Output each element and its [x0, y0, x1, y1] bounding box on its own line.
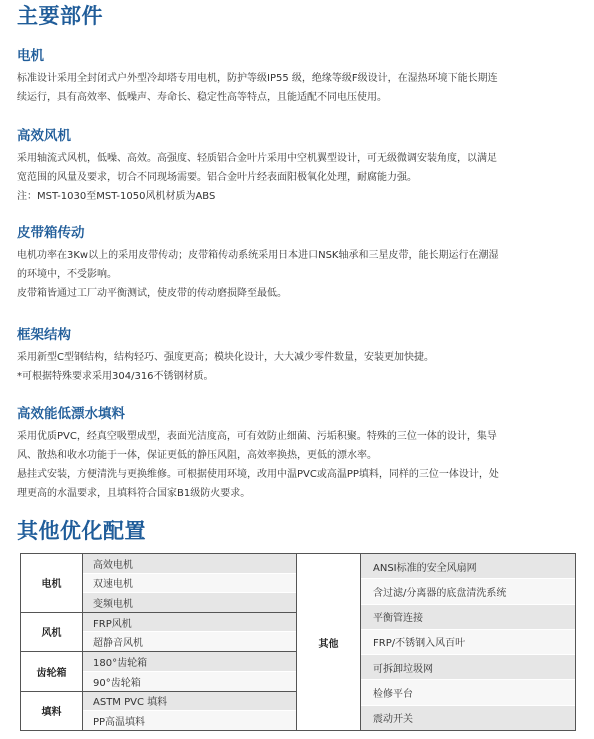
- section-line: 采用新型C型钢结构，结构轻巧、强度更高；模块化设计，大大减少零件数量，安装更加快捷。: [17, 352, 434, 363]
- option-group-label: 齿轮箱: [21, 652, 83, 690]
- section-line: 采用轴流式风机，低噪、高效。高强度、轻质铝合金叶片采用中空机翼型设计，可无级微调安装角度，以满足: [17, 153, 497, 164]
- section-line: 标准设计采用全封闭式户外型冷却塔专用电机，防护等级IP55 级，绝缘等级F级设计，在湿热环境下能长期连: [17, 73, 498, 84]
- option-item: FRP风机: [83, 613, 296, 633]
- section-title: 高效能低漂水填料: [17, 406, 125, 422]
- option-item: 高效电机: [83, 554, 296, 574]
- option-item: FRP/不锈钢入风百叶: [361, 630, 575, 655]
- section-body: [17, 246, 579, 303]
- section-title: 电机: [17, 48, 44, 64]
- section-title: 框架结构: [17, 327, 71, 343]
- option-group-items: [83, 554, 296, 612]
- option-item: 平衡管连接: [361, 605, 575, 630]
- section-line: *可根据特殊要求采用304/316不锈钢材质。: [17, 371, 214, 382]
- section-body: [17, 69, 579, 107]
- section-line: 理更高的水温要求，且填料符合国家B1级防火要求。: [17, 488, 251, 499]
- section-frame: [17, 323, 579, 386]
- option-group-label: 其他: [297, 554, 361, 730]
- section-line: 的环境中，不受影响。: [17, 269, 117, 280]
- option-item: PP高温填料: [83, 711, 296, 730]
- options-title: 其他优化配置: [17, 519, 146, 543]
- option-item: 震动开关: [361, 706, 575, 730]
- section-body: [17, 149, 579, 206]
- section-line: 宽范围的风量及要求，切合不同现场需要。铝合金叶片经表面阳极氧化处理，耐腐能力强。: [17, 172, 417, 183]
- option-item: ANSI标准的安全风扇网: [361, 554, 575, 579]
- option-item: 双速电机: [83, 574, 296, 594]
- option-item: 变频电机: [83, 593, 296, 612]
- options-table: [20, 553, 576, 731]
- section-fill: [17, 402, 579, 503]
- option-group-items: [83, 613, 296, 651]
- option-item: ASTM PVC 填料: [83, 692, 296, 712]
- section-title: 皮带箱传动: [17, 225, 85, 241]
- section-line: 续运行，具有高效率、低噪声、寿命长、稳定性高等特点，且能适配不同电压使用。: [17, 92, 387, 103]
- option-group-items: [83, 692, 296, 730]
- section-line: 采用优质PVC，经真空吸塑成型，表面光洁度高，可有效防止细菌、污垢积聚。特殊的三位一体的设计，集导: [17, 431, 497, 442]
- section-motor: [17, 44, 579, 107]
- option-group-items: [83, 652, 296, 690]
- option-item: 可拆卸垃圾网: [361, 655, 575, 680]
- section-line: 皮带箱皆通过工厂动平衡测试，使皮带的传动磨损降至最低。: [17, 288, 287, 299]
- section-fan: [17, 124, 579, 206]
- option-item: 180°齿轮箱: [83, 652, 296, 672]
- option-group-label: 电机: [21, 554, 83, 612]
- option-group-gearbox: [21, 652, 296, 691]
- option-item: 检修平台: [361, 680, 575, 705]
- section-line: 风、散热和收水功能于一体，保证更低的静压风阻，高效率换热，更低的漂水率。: [17, 450, 377, 461]
- section-body: [17, 348, 579, 386]
- section-line: 悬挂式安装，方便清洗与更换维修。可根据使用环境，改用中温PVC或高温PP填料，同样的三位一体设计，处: [17, 469, 499, 480]
- options-right-column: [297, 554, 575, 730]
- option-group-fill: [21, 692, 296, 730]
- option-group-fan: [21, 613, 296, 652]
- option-group-label: 风机: [21, 613, 83, 651]
- page-title: 主要部件: [17, 4, 103, 28]
- section-line: 电机功率在3Kw以上的采用皮带传动；皮带箱传动系统采用日本进口NSK轴承和三星皮带，能长期运行在潮湿: [17, 250, 499, 261]
- section-belt-drive: [17, 221, 579, 303]
- options-left-column: [21, 554, 297, 730]
- option-group-motor: [21, 554, 296, 613]
- option-item: 90°齿轮箱: [83, 672, 296, 691]
- option-item: 含过滤/分离器的底盘清洗系统: [361, 579, 575, 604]
- section-title: 高效风机: [17, 128, 71, 144]
- section-body: [17, 427, 579, 503]
- option-group-items: [361, 554, 575, 730]
- section-line: 注：MST-1030至MST-1050风机材质为ABS: [17, 191, 216, 202]
- option-item: 超静音风机: [83, 632, 296, 651]
- option-group-label: 填料: [21, 692, 83, 730]
